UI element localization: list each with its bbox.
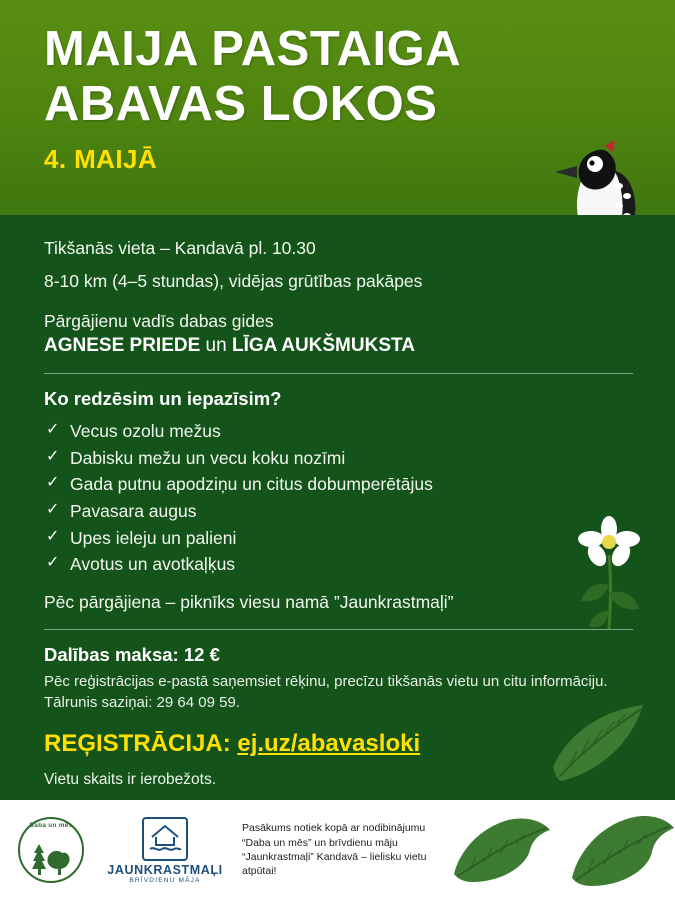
registration-link[interactable]: ej.uz/abavasloki bbox=[237, 730, 421, 758]
check-icon: ✓ bbox=[46, 527, 60, 545]
divider-2 bbox=[44, 629, 633, 630]
footer-note: Pasākums notiek kopā ar nodibinājumu “Daba un mēs” un brīvdienu māju “Jaunkrastmaļi” Kandavā – lielisku vietu atpūtai! bbox=[242, 822, 427, 878]
jaunkrastmali-subtitle: BRĪVDIENU MĀJA bbox=[129, 876, 201, 884]
check-icon: ✓ bbox=[46, 554, 60, 572]
participation-fee: Dalības maksa: 12 € bbox=[44, 643, 220, 665]
guides-lead: Pārgājienu vadīs dabas gides bbox=[44, 311, 274, 332]
house-waves-icon bbox=[146, 819, 184, 855]
program-list bbox=[44, 418, 633, 578]
meeting-place: Tikšanās vieta – Kandavā pl. 10.30 bbox=[44, 238, 316, 258]
list-item-label: Gada putnu apodziņu un citus dobumperētājus bbox=[70, 474, 433, 495]
check-icon: ✓ bbox=[46, 421, 60, 439]
list-item bbox=[44, 418, 633, 445]
oak-leaf-icon bbox=[547, 695, 653, 791]
divider-1 bbox=[44, 373, 633, 374]
list-item bbox=[44, 471, 633, 498]
jaunkrastmali-logo bbox=[106, 817, 224, 884]
distance-info: 8-10 km (4–5 stundas), vidējas grūtības pakāpes bbox=[44, 270, 423, 291]
registration-label: REĢISTRĀCIJA bbox=[44, 730, 223, 758]
poster-header bbox=[0, 0, 675, 215]
list-item bbox=[44, 445, 633, 472]
daba-un-mes-logo-text: Daba un mēs bbox=[29, 822, 73, 829]
jaunkrastmali-name: JAUNKRASTMAĻI bbox=[107, 862, 223, 877]
daba-un-mes-logo bbox=[18, 817, 84, 883]
after-walk-note: Pēc pārgājiena – piknīks viesu namā ”Jaunkrastmaļi” bbox=[44, 591, 454, 612]
woodpecker-icon bbox=[539, 110, 657, 215]
guide-1: AGNESE PRIEDE bbox=[44, 335, 201, 357]
poster-body bbox=[0, 215, 675, 789]
event-date: 4. MAIJĀ bbox=[44, 143, 158, 174]
check-icon: ✓ bbox=[46, 501, 60, 519]
fees-block bbox=[44, 644, 633, 790]
forest-icon bbox=[20, 831, 78, 879]
limited-places-note: Vietu skaits ir ierobežots. bbox=[44, 771, 217, 789]
page-title-line-1: MAIJA PASTAIGA bbox=[44, 22, 462, 76]
list-item bbox=[44, 498, 633, 525]
guide-2: LĪGA AUKŠMUKSTA bbox=[231, 335, 415, 357]
guides-block bbox=[44, 311, 633, 357]
anemone-flower-icon bbox=[565, 515, 651, 633]
list-item-label: Vecus ozolu mežus bbox=[70, 421, 221, 442]
list-item-label: Pavasara augus bbox=[70, 501, 197, 522]
program-heading: Ko redzēsim un iepazīsim? bbox=[44, 388, 282, 410]
program-block bbox=[44, 388, 633, 613]
oak-leaf-icon bbox=[446, 810, 558, 890]
guides-conjunction: un bbox=[200, 335, 232, 357]
list-item-label: Upes ieleju un palieni bbox=[70, 527, 237, 548]
registration-cta bbox=[44, 730, 633, 758]
guides-names bbox=[44, 335, 633, 357]
oak-leaf-icon bbox=[562, 808, 675, 892]
meeting-info bbox=[44, 237, 633, 293]
list-item-label: Avotus un avotkaļķus bbox=[70, 554, 236, 575]
registration-note: Pēc reģistrācijas e-pastā saņemsiet rēķinu, precīzu tikšanās vietu un citu informāciju. Tālrunis saziņai: 29 64 09 59. bbox=[44, 672, 608, 712]
list-item-label: Dabisku mežu un vecu koku nozīmi bbox=[70, 447, 346, 468]
list-item bbox=[44, 551, 633, 578]
page-title-line-2: ABAVAS LOKOS bbox=[44, 76, 438, 131]
list-item bbox=[44, 525, 633, 552]
check-icon: ✓ bbox=[46, 474, 60, 492]
check-icon: ✓ bbox=[46, 447, 60, 465]
jaunkrastmali-mark-icon bbox=[142, 817, 188, 861]
poster-footer bbox=[0, 800, 675, 900]
registration-separator: : bbox=[222, 730, 238, 758]
